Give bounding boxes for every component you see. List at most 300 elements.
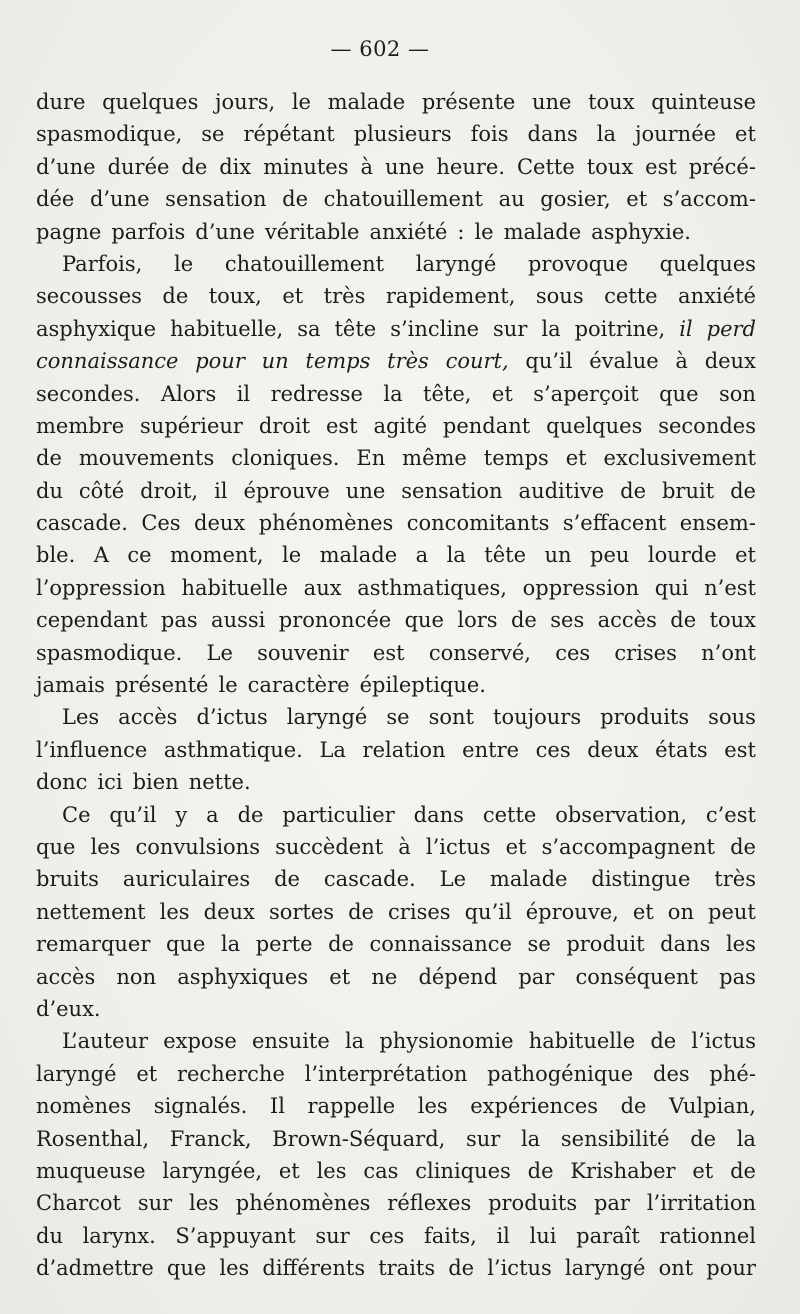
text-line — [36, 378, 756, 410]
word: même — [402, 446, 467, 471]
word: cliniques — [415, 1158, 511, 1183]
word: dans — [413, 802, 464, 827]
word: succèdent — [275, 834, 384, 859]
word: d’admettre — [36, 1256, 154, 1281]
word: de — [162, 284, 189, 309]
word: tête — [484, 543, 527, 568]
word: sur — [465, 1126, 501, 1151]
word: souvenir — [257, 640, 349, 665]
word: dure — [36, 90, 86, 114]
word: dans — [527, 122, 578, 147]
word: produits — [600, 705, 690, 730]
text-line — [36, 1025, 756, 1057]
word: et — [632, 899, 654, 924]
word: anxiété — [678, 284, 756, 309]
word: n’ont — [701, 640, 756, 665]
word: secondes. — [36, 381, 141, 406]
word: précé- — [688, 154, 756, 179]
word: sensation — [401, 478, 503, 503]
word: temps — [305, 349, 371, 374]
word: se — [386, 705, 410, 730]
word: ces — [535, 737, 571, 762]
word: recherche — [176, 1061, 285, 1086]
word: malade — [503, 219, 582, 244]
word: malade — [319, 543, 398, 568]
word: ses — [550, 608, 585, 633]
word: Il — [269, 1094, 285, 1119]
word: les — [725, 932, 756, 957]
word: droit, — [140, 478, 199, 503]
word: auditive — [518, 478, 605, 503]
word: présente — [421, 90, 516, 114]
word: produits — [488, 1191, 578, 1216]
word: que — [166, 1256, 207, 1281]
word: court, — [445, 349, 509, 374]
word: par — [593, 1191, 630, 1216]
word: distingue — [591, 867, 691, 892]
word: et — [735, 543, 756, 568]
word: quinteuse — [651, 90, 756, 114]
word: perd — [706, 316, 756, 341]
word: phénomènes — [258, 511, 394, 536]
word: pas — [719, 964, 756, 989]
word: s’accom- — [662, 187, 756, 212]
word: est — [724, 737, 756, 762]
word: ce — [127, 543, 152, 568]
word: aussi — [211, 608, 266, 633]
word: Charcot — [36, 1191, 121, 1216]
text-line — [36, 410, 756, 442]
word: l’ictus — [487, 1256, 552, 1281]
word: lourde — [647, 543, 717, 568]
word: la — [383, 381, 403, 406]
word: il — [236, 381, 251, 406]
text-line — [36, 701, 756, 733]
word: il — [496, 1223, 510, 1248]
word: de — [181, 154, 208, 179]
word: heure. — [436, 154, 506, 179]
text-line — [36, 1252, 756, 1284]
word: secondes — [658, 413, 756, 438]
word: à — [360, 154, 373, 179]
text-line — [36, 1220, 756, 1252]
text-line — [36, 151, 756, 183]
word: de — [670, 608, 697, 633]
word: s’effacent — [562, 511, 667, 536]
word: d’une — [195, 219, 255, 244]
word: pour — [706, 1256, 756, 1281]
word: épileptique. — [359, 673, 486, 698]
word: laryngé — [36, 1061, 117, 1086]
word: malade — [327, 90, 406, 114]
word: aux — [303, 575, 342, 600]
word: Alors — [160, 381, 217, 406]
word: ne — [371, 964, 398, 989]
word: cas — [363, 1158, 399, 1183]
text-line — [36, 345, 756, 377]
word: dée — [36, 187, 75, 212]
text-line — [36, 248, 756, 280]
word: accès — [597, 608, 657, 633]
word: paraît — [576, 1223, 640, 1248]
word: phénomènes — [235, 1191, 371, 1216]
word: expériences — [470, 1094, 599, 1119]
word: rappelle — [307, 1094, 396, 1119]
word: véritable — [264, 219, 360, 244]
text-line — [36, 669, 756, 701]
word: quelques — [546, 413, 643, 438]
word: à — [675, 349, 688, 374]
word: physionomie — [379, 1029, 514, 1054]
word: Le — [439, 867, 467, 892]
word: crises — [388, 899, 451, 924]
word: dans — [660, 932, 711, 957]
word: l’ictus — [425, 834, 491, 859]
word: ensuite — [251, 1029, 330, 1054]
word: : — [457, 219, 465, 244]
word: différents — [262, 1256, 366, 1281]
word: un — [544, 543, 572, 568]
word: la — [736, 1126, 756, 1151]
word: sur — [315, 1223, 350, 1248]
word: deux — [194, 511, 246, 536]
word: sous — [535, 284, 584, 309]
word: laryngé — [564, 1256, 646, 1281]
word: et — [136, 1061, 158, 1086]
word: remarquer — [36, 932, 151, 957]
word: moment, — [170, 543, 264, 568]
word: nomènes — [36, 1094, 132, 1119]
word: une — [384, 154, 425, 179]
word: très — [323, 284, 366, 309]
text-line — [36, 442, 756, 474]
word: sur — [137, 1191, 173, 1216]
word: que — [165, 932, 206, 957]
word: le — [218, 673, 238, 698]
word: et — [491, 381, 513, 406]
text-line — [36, 280, 756, 312]
word: de — [620, 1094, 647, 1119]
word: bruit — [661, 478, 715, 503]
word: connaissance — [369, 932, 512, 957]
word: de — [690, 1126, 717, 1151]
text-line — [36, 637, 756, 669]
word: asphyxiques — [177, 964, 309, 989]
word: caractère — [247, 673, 350, 698]
word: Ce — [62, 802, 91, 827]
word: malade — [489, 867, 568, 892]
word: sortes — [268, 899, 335, 924]
word: à — [398, 834, 411, 859]
word: journée — [634, 122, 717, 147]
word: asphyxie. — [591, 219, 691, 244]
word: rapidement, — [385, 284, 516, 309]
word: une — [345, 478, 386, 503]
text-line — [36, 216, 756, 248]
word: toux — [588, 90, 635, 114]
word: il — [679, 316, 693, 341]
text-line — [36, 507, 756, 539]
word: le — [291, 90, 311, 114]
word: crises — [614, 640, 677, 665]
word: a — [415, 543, 429, 568]
word: et — [329, 964, 351, 989]
word: ble. — [36, 543, 76, 568]
text-line — [36, 604, 756, 636]
word: asthmatique. — [163, 737, 303, 762]
word: sensation — [165, 187, 267, 212]
text-line — [36, 863, 756, 895]
word: s’aperçoit — [533, 381, 639, 406]
word: agité — [373, 413, 428, 438]
word: cascade. — [323, 867, 416, 892]
word: laryngé — [415, 251, 497, 276]
word: sont — [428, 705, 474, 730]
word: sur — [493, 316, 528, 341]
word: ont — [658, 1256, 694, 1281]
word: mouvements — [78, 446, 215, 471]
word: bruits — [36, 867, 99, 892]
word: Vulpian, — [669, 1094, 756, 1119]
word: non — [116, 964, 157, 989]
text-line — [36, 896, 756, 928]
word: connaissance — [36, 349, 179, 374]
word: une — [531, 90, 572, 114]
word: de — [730, 1158, 756, 1183]
word: Krishaber — [570, 1158, 676, 1183]
word: spasmodique. — [36, 640, 183, 665]
word: concomitants — [406, 511, 550, 536]
word: toux, — [208, 284, 262, 309]
word: l’interprétation — [304, 1061, 468, 1086]
word: signalés. — [153, 1094, 248, 1119]
word: poitrine, — [574, 316, 666, 341]
word: produit — [566, 932, 645, 957]
word: s’incline — [390, 316, 480, 341]
word: le — [174, 251, 194, 276]
word: anxiété — [369, 219, 448, 244]
word: de — [36, 446, 62, 471]
word: ces — [555, 640, 591, 665]
word: Rosenthal, — [36, 1126, 150, 1151]
word: états — [655, 737, 708, 762]
word: au — [498, 187, 525, 212]
word: les — [159, 899, 190, 924]
word: parfois — [111, 219, 186, 244]
word: d’eux. — [36, 996, 101, 1021]
word: chatouillement — [224, 251, 385, 276]
word: la — [446, 543, 466, 568]
word: de — [328, 932, 354, 957]
word: toux — [586, 154, 634, 179]
word: l’ictus — [691, 1029, 756, 1054]
word: oppression — [522, 575, 640, 600]
text-line — [36, 1123, 756, 1155]
word: S’appuyant — [175, 1223, 296, 1248]
word: éprouve, — [525, 899, 619, 924]
word: éprouve — [243, 478, 330, 503]
word: de — [274, 867, 300, 892]
word: A — [93, 543, 109, 568]
word: les — [316, 1158, 347, 1183]
word: que — [659, 381, 699, 406]
word: il — [214, 478, 228, 503]
word: son — [718, 381, 756, 406]
word: particulier — [282, 802, 395, 827]
word: qui — [654, 575, 689, 600]
word: accès — [36, 964, 96, 989]
word: En — [356, 446, 386, 471]
word: habituelle — [181, 575, 288, 600]
word: prononcée — [278, 608, 392, 633]
word: côté — [78, 478, 125, 503]
page-number: — 602 — — [330, 37, 430, 61]
word: ici — [97, 770, 123, 795]
word: la — [541, 316, 561, 341]
word: du — [36, 1223, 63, 1248]
word: par — [518, 964, 555, 989]
word: convulsions — [135, 834, 260, 859]
word: jamais — [36, 673, 105, 698]
word: les — [417, 1094, 448, 1119]
word: L’auteur — [62, 1029, 149, 1054]
text-line — [36, 572, 756, 604]
word: répétant — [243, 122, 335, 147]
word: supérieur — [140, 413, 243, 438]
word: pathogénique — [487, 1061, 634, 1086]
word: toujours — [493, 705, 582, 730]
word: relation — [362, 737, 446, 762]
word: dix — [219, 154, 252, 179]
word: gosier, — [540, 187, 611, 212]
text-line — [36, 183, 756, 215]
word: provoque — [527, 251, 628, 276]
word: d’une — [36, 154, 96, 179]
text-line — [36, 86, 756, 118]
word: pagne — [36, 219, 102, 244]
word: asphyxique — [36, 316, 157, 341]
word: on — [667, 899, 694, 924]
word: qu’il — [525, 349, 573, 374]
word: habituelle, — [170, 316, 284, 341]
word: cette — [604, 284, 658, 309]
text-line — [36, 1155, 756, 1187]
word: et — [692, 1158, 714, 1183]
word: et — [278, 1158, 300, 1183]
word: se — [201, 122, 225, 147]
word: larynx. — [82, 1223, 156, 1248]
word: Ces — [141, 511, 181, 536]
word: très — [714, 867, 756, 892]
word: se — [527, 932, 551, 957]
text-line — [36, 1090, 756, 1122]
text-line — [36, 831, 756, 863]
word: le — [474, 219, 494, 244]
word: toux — [709, 608, 756, 633]
word: l’influence — [36, 737, 148, 762]
word: peut — [708, 899, 756, 924]
word: les — [219, 1256, 250, 1281]
word: temps — [483, 446, 549, 471]
word: que — [36, 834, 76, 859]
word: de — [730, 478, 756, 503]
word: l’oppression — [36, 575, 166, 600]
word: cascade. — [36, 511, 128, 536]
word: membre — [36, 413, 125, 438]
word: réflexes — [387, 1191, 472, 1216]
word: minutes — [263, 154, 349, 179]
word: lors — [457, 608, 498, 633]
word: nettement — [36, 899, 146, 924]
word: accès — [118, 705, 178, 730]
word: rationnel — [659, 1223, 756, 1248]
word: Cette — [516, 154, 575, 179]
word: qu’il — [464, 899, 512, 924]
word: sous — [708, 705, 756, 730]
word: ensem- — [679, 511, 756, 536]
word: secousses — [36, 284, 142, 309]
word: la — [344, 1029, 365, 1054]
word: perte — [255, 932, 313, 957]
text-line — [36, 1187, 756, 1219]
word: spasmodique, — [36, 122, 183, 147]
word: jours, — [215, 90, 276, 114]
word: durée — [107, 154, 170, 179]
word: de — [650, 1029, 677, 1054]
word: droit — [258, 413, 311, 438]
word: Les — [62, 705, 100, 730]
word: muqueuse — [36, 1158, 146, 1183]
word: de — [282, 187, 309, 212]
text-line — [36, 475, 756, 507]
word: d’une — [89, 187, 150, 212]
text-line — [36, 961, 756, 993]
word: évalue — [589, 349, 659, 374]
word: conservé, — [428, 640, 531, 665]
word: c’est — [705, 802, 756, 827]
word: cloniques. — [231, 446, 340, 471]
word: les — [189, 1191, 219, 1216]
word: deux — [587, 737, 639, 762]
word: des — [653, 1061, 690, 1086]
word: y — [175, 802, 188, 827]
word: pendant — [442, 413, 531, 438]
word: tête — [334, 316, 377, 341]
word: a — [206, 802, 219, 827]
word: cette — [482, 802, 537, 827]
word: sensibilité — [560, 1126, 670, 1151]
word: est — [325, 413, 358, 438]
word: les — [90, 834, 121, 859]
text-line — [36, 118, 756, 150]
word: observation, — [555, 802, 687, 827]
word: expose — [163, 1029, 237, 1054]
text-line — [36, 766, 756, 798]
word: et — [735, 122, 756, 147]
word: de — [620, 478, 647, 503]
word: asthmatiques, — [357, 575, 507, 600]
word: lui — [529, 1223, 557, 1248]
word: n’est — [704, 575, 756, 600]
word: Franck, — [169, 1126, 252, 1151]
word: de — [527, 1158, 554, 1183]
text-line — [36, 799, 756, 831]
word: plusieurs — [353, 122, 452, 147]
word: faits, — [423, 1223, 477, 1248]
word: cependant — [36, 608, 148, 633]
word: Le — [206, 640, 233, 665]
word: de — [237, 802, 264, 827]
